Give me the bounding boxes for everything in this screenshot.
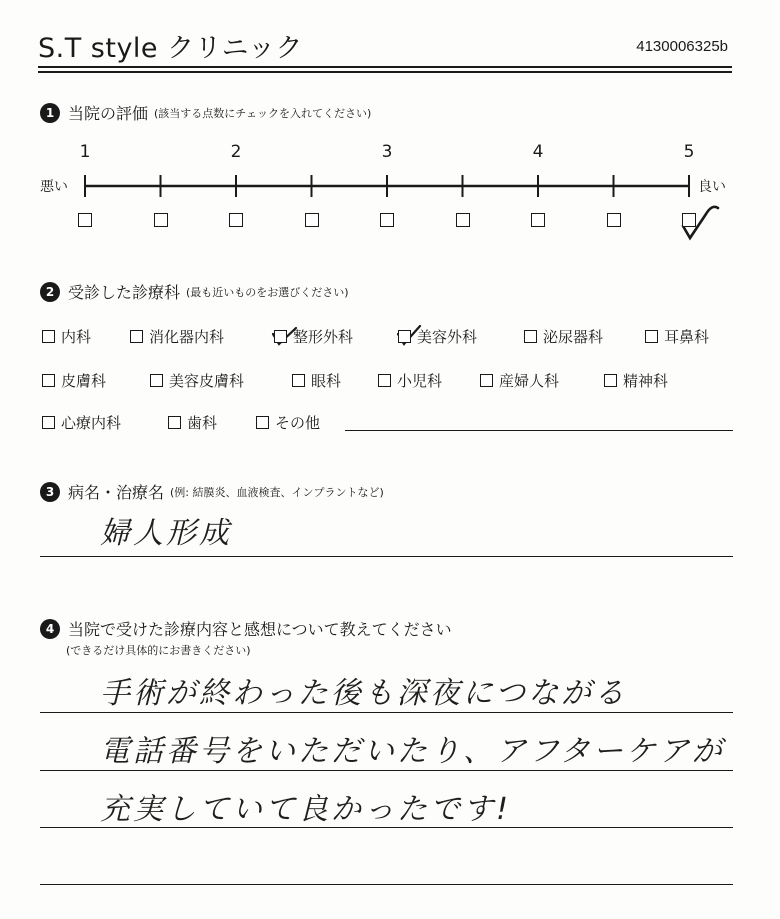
checkbox[interactable] bbox=[378, 374, 391, 387]
q4-answer-line-1[interactable] bbox=[40, 712, 733, 713]
option-pediatrics[interactable]: 小児科 bbox=[378, 370, 442, 391]
q3-handwritten-answer: 婦人形成 bbox=[100, 516, 232, 551]
q1-note: (該当する点数にチェックを入れてください) bbox=[154, 106, 372, 120]
scale-right-label: 良い bbox=[698, 179, 726, 195]
scale-label-4: 4 bbox=[532, 142, 544, 162]
checkbox[interactable] bbox=[604, 374, 617, 387]
rating-checkbox-5[interactable] bbox=[380, 213, 394, 227]
option-dentistry[interactable]: 歯科 bbox=[168, 412, 217, 433]
checkbox[interactable] bbox=[42, 330, 55, 343]
scale-label-1: 1 bbox=[79, 142, 91, 162]
option-psychiatry[interactable]: 精神科 bbox=[604, 370, 668, 391]
q4-label: 当院で受けた診療内容と感想について教えてください bbox=[68, 620, 452, 639]
rating-checkbox-8[interactable] bbox=[607, 213, 621, 227]
option-urology[interactable]: 泌尿器科 bbox=[524, 326, 603, 347]
checkbox[interactable] bbox=[524, 330, 537, 343]
q3-label: 病名・治療名 bbox=[68, 483, 165, 502]
rating-checkbox-1[interactable] bbox=[78, 213, 92, 227]
option-obstetrics-gynecology[interactable]: 産婦人科 bbox=[480, 370, 559, 391]
q2-heading bbox=[40, 280, 349, 303]
q2-note: (最も近いものをお選びください) bbox=[186, 285, 349, 299]
q4-heading bbox=[40, 617, 452, 640]
scale-label-3: 3 bbox=[381, 142, 393, 162]
scale-label-2: 2 bbox=[230, 142, 242, 162]
q4-note: (できるだけ具体的にお書きください) bbox=[66, 644, 251, 657]
scale-left-label: 悪い bbox=[40, 179, 68, 195]
q1-label: 当院の評価 bbox=[68, 104, 149, 123]
option-psychosomatic[interactable]: 心療内科 bbox=[42, 412, 121, 433]
q4-number-badge: 4 bbox=[40, 619, 60, 639]
checkbox[interactable] bbox=[130, 330, 143, 343]
q4-answer-line-2-text: 電話番号をいただいたり、アフターケアが bbox=[100, 734, 725, 769]
option-cosmetic-surgery[interactable]: 美容外科 bbox=[398, 326, 477, 347]
checkbox[interactable] bbox=[256, 416, 269, 429]
clinic-title: S.T style クリニック bbox=[38, 33, 304, 64]
other-write-in-line[interactable] bbox=[345, 430, 733, 431]
checkbox[interactable] bbox=[168, 416, 181, 429]
rating-checkbox-2[interactable] bbox=[154, 213, 168, 227]
rating-checkbox-3[interactable] bbox=[229, 213, 243, 227]
option-cosmetic-dermatology[interactable]: 美容皮膚科 bbox=[150, 370, 244, 391]
checkbox[interactable] bbox=[292, 374, 305, 387]
option-ophthalmology[interactable]: 眼科 bbox=[292, 370, 341, 391]
option-internal-medicine[interactable]: 内科 bbox=[42, 326, 91, 347]
scale-label-5: 5 bbox=[683, 142, 695, 162]
checkbox[interactable] bbox=[274, 330, 287, 343]
checkbox[interactable] bbox=[42, 416, 55, 429]
rating-checkbox-9[interactable] bbox=[682, 213, 696, 227]
q1-number-badge: 1 bbox=[40, 103, 60, 123]
rating-checkbox-7[interactable] bbox=[531, 213, 545, 227]
q4-answer-line-3-text: 充実していて良かったです! bbox=[100, 792, 512, 827]
q2-label: 受診した診療科 bbox=[68, 283, 181, 302]
checkbox[interactable] bbox=[645, 330, 658, 343]
q2-number-badge: 2 bbox=[40, 282, 60, 302]
q3-number-badge: 3 bbox=[40, 482, 60, 502]
q3-answer-line[interactable] bbox=[40, 556, 733, 557]
q4-answer-line-4[interactable] bbox=[40, 884, 733, 885]
q4-answer-line-3[interactable] bbox=[40, 827, 733, 828]
document-id: 4130006325b bbox=[636, 38, 728, 55]
q4-answer-line-1-text: 手術が終わった後も深夜につながる bbox=[100, 676, 628, 711]
option-ent[interactable]: 耳鼻科 bbox=[645, 326, 709, 347]
option-dermatology[interactable]: 皮膚科 bbox=[42, 370, 106, 391]
option-other[interactable]: その他 bbox=[256, 412, 320, 433]
option-gastroenterology[interactable]: 消化器内科 bbox=[130, 326, 224, 347]
checkbox[interactable] bbox=[150, 374, 163, 387]
checkbox[interactable] bbox=[42, 374, 55, 387]
checkbox[interactable] bbox=[480, 374, 493, 387]
rating-checkbox-4[interactable] bbox=[305, 213, 319, 227]
q3-heading bbox=[40, 480, 384, 503]
option-orthopedics[interactable]: 整形外科 bbox=[274, 326, 353, 347]
q4-answer-line-2[interactable] bbox=[40, 770, 733, 771]
q3-note: (例: 結膜炎、血液検査、インプラントなど) bbox=[170, 485, 384, 499]
rating-checkbox-6[interactable] bbox=[456, 213, 470, 227]
checkbox[interactable] bbox=[398, 330, 411, 343]
